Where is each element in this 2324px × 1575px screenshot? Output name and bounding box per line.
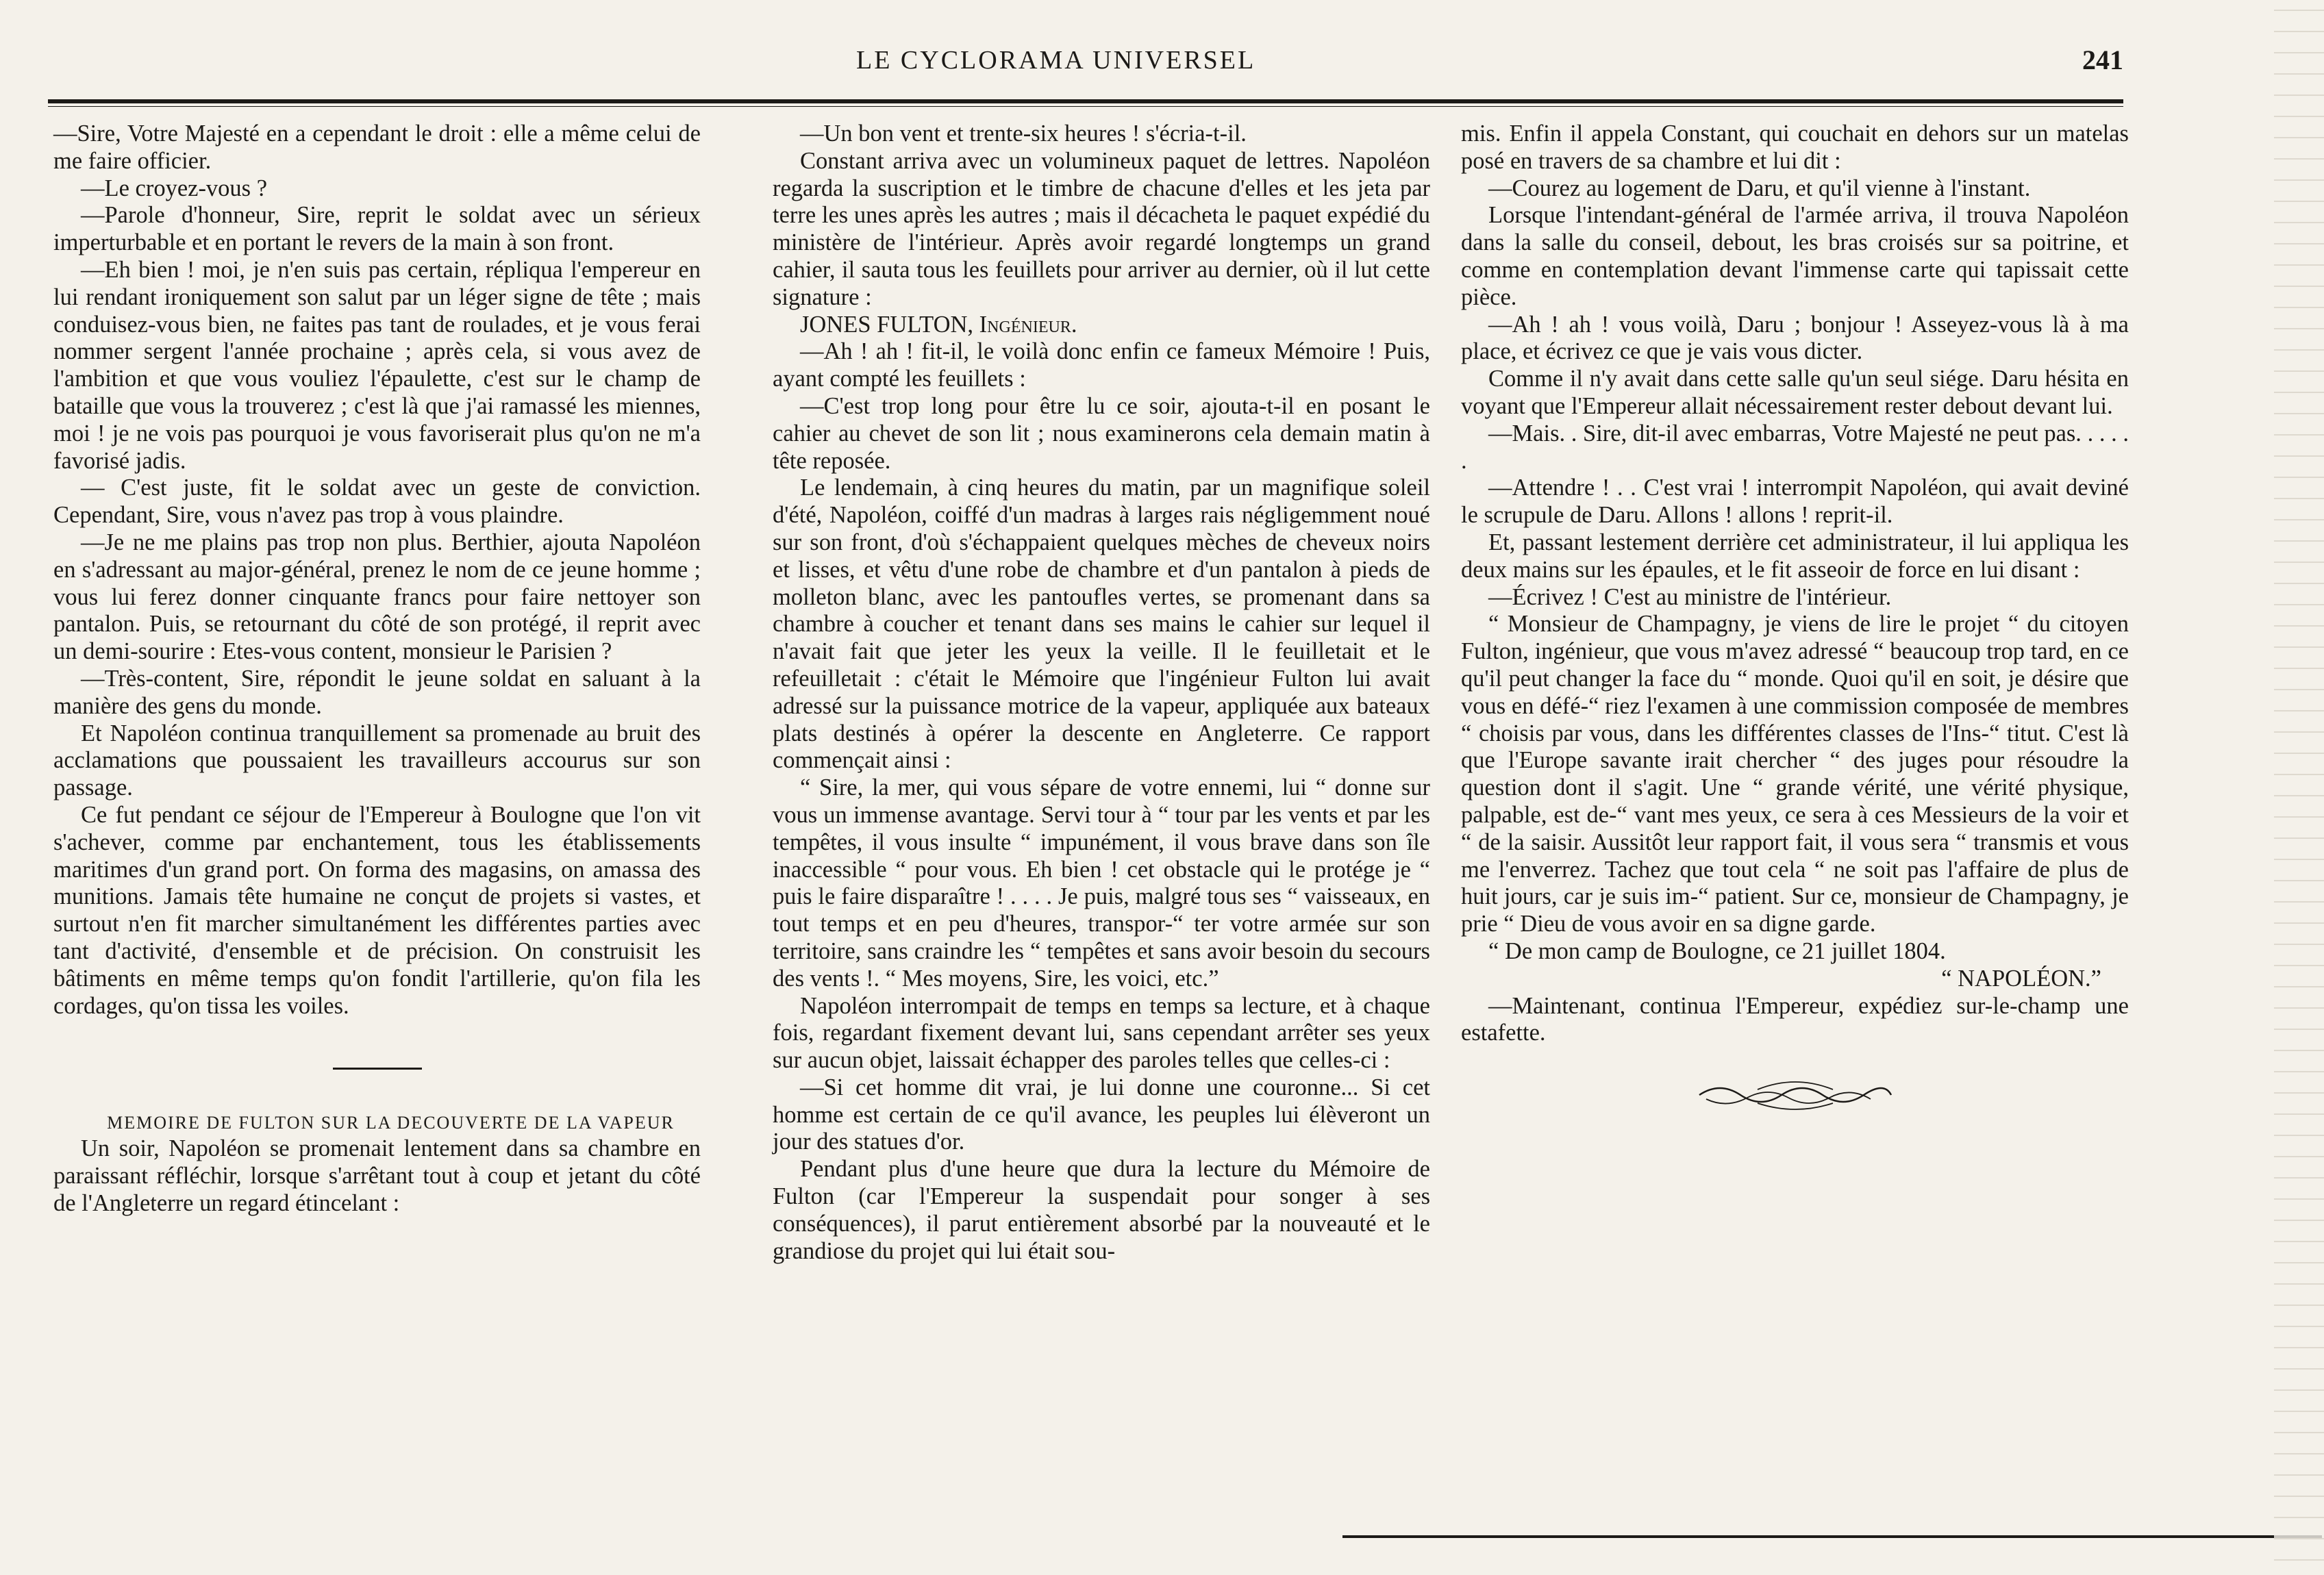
paragraph: —Parole d'honneur, Sire, reprit le soldat avec un sérieux imperturbable et en portant le revers de la main à son front.	[53, 202, 701, 256]
page-edge	[2274, 0, 2324, 1575]
journal-title: LE CYCLORAMA UNIVERSEL	[856, 46, 1256, 75]
paragraph: Lorsque l'intendant-général de l'armée arriva, il trouva Napoléon dans la salle du conseil, debout, les bras croisés sur sa poitrine, et comme en contemplation devant l'immense carte qui tapissait cette pièce.	[1461, 202, 2129, 310]
column-2	[773, 121, 1430, 1265]
paragraph: Napoléon interrompait de temps en temps sa lecture, et à chaque fois, regardant fixement devant lui, sans cependant arrêter ses yeux sur aucun objet, laissait échapper des paroles telles que celles-ci :	[773, 992, 1430, 1074]
fulton-signature: JONES FULTON, Ingénieur.	[800, 311, 1077, 338]
quoted-memoir: “ Sire, la mer, qui vous sépare de votre ennemi, lui “ donne sur vous un immense avantage. Servi tour à “ tour par les vents et par les tempêtes, il vous insulte “ impunément, il vous brave dans son île inaccessible “ pour vous. Eh bien ! cet obstacle qui le protége je “ puis le faire disparaître ! . . . . Je puis, malgré tous ses “ vaisseaux, en tout temps et en peu d'heures, transpor-“ ter votre armée sur son territoire, sans craindre les “ tempêtes et sans avoir besoin du secours des vents !. “ Mes moyens, Sire, les voici, etc.”	[773, 774, 1430, 992]
paragraph: —Courez au logement de Daru, et qu'il vienne à l'instant.	[1488, 175, 2031, 201]
paragraph: Un soir, Napoléon se promenait lentement dans sa chambre en paraissant réfléchir, lorsque s'arrêtant tout à coup et jetant du côté de l'Angleterre un regard étincelant :	[53, 1135, 701, 1216]
paragraph: mis. Enfin il appela Constant, qui couchait en dehors sur un matelas posé en travers de sa chambre et lui dit :	[1461, 121, 2129, 174]
section-heading: MEMOIRE DE FULTON SUR LA DECOUVERTE DE LA VAPEUR	[107, 1113, 675, 1133]
paragraph: —Mais. . Sire, dit-il avec embarras, Votre Majesté ne peut pas. . . . . .	[1461, 420, 2129, 474]
footer-rule	[1342, 1535, 2322, 1538]
paragraph: —Ah ! ah ! fit-il, le voilà donc enfin ce fameux Mémoire ! Puis, ayant compté les feuillets :	[773, 338, 1430, 392]
column-1	[53, 121, 701, 1218]
running-head	[0, 41, 2324, 82]
paragraph: Le lendemain, à cinq heures du matin, par un magnifique soleil d'été, Napoléon, coiffé d'un madras à larges rais négligemment noué sur son front, d'où s'échappaient quelques mèches de cheveux noirs et lisses, et vêtu d'une robe de chambre et d'un pantalon à pieds de molleton blanc, avec les pantoufles vertes, se promenant dans sa chambre à coucher et tenant dans ses mains le cahier sur lequel il n'avait fait que jeter les yeux la veille. Il le feuilletait et le refeuilletait : c'était le Mémoire que l'ingénieur Fulton lui avait adressé sur la puissance motrice de la vapeur, appliquée aux bateaux plats destinés à opérer la descente en Angleterre. Ce rapport commençait ainsi :	[773, 475, 1430, 774]
napoleon-signature: “ NAPOLÉON.”	[1941, 965, 2101, 992]
flourish-ornament-icon	[1692, 1074, 1898, 1116]
paragraph: Et Napoléon continua tranquillement sa promenade au bruit des acclamations que poussaient les travailleurs accourus sur son passage.	[53, 720, 701, 801]
header-rule-thin	[48, 106, 2123, 107]
paragraph: —Le croyez-vous ?	[81, 175, 268, 201]
paragraph: — C'est juste, fit le soldat avec un geste de conviction. Cependant, Sire, vous n'avez pas trop à vous plaindre.	[53, 475, 701, 529]
paragraph: —Maintenant, continua l'Empereur, expédiez sur-le-champ une estafette.	[1461, 992, 2129, 1046]
paragraph: —Sire, Votre Majesté en a cependant le droit : elle a même celui de me faire officier.	[53, 121, 701, 174]
dictated-letter: “ Monsieur de Champagny, je viens de lire le projet “ du citoyen Fulton, ingénieur, que vous m'avez adressé “ beaucoup trop tard, en ce qu'il peut changer la face du “ monde. Quoi qu'il en soit, je désire que vous en défé-“ riez l'examen à une commission composée de membres “ choisis par vous, dans les différentes classes de l'Ins-“ titut. C'est là que l'Europe savante irait chercher “ des juges pour résoudre la question dont il s'agit. Une “ grande vérité, une vérité physique, palpable, est de-“ vant mes yeux, ce sera à ces Messieurs de la voir et “ de la saisir. Aussitôt leur rapport fait, il vous sera “ transmis et vous me l'enverrez. Tachez que tout cela “ ne soit pas l'affaire de plus de huit jours, car je suis im-“ patient. Sur ce, monsieur de Champagny, je prie “ Dieu de vous avoir en sa digne garde.	[1461, 611, 2129, 937]
column-3	[1461, 121, 2129, 1116]
page-number: 241	[2082, 45, 2123, 75]
paragraph: —Très-content, Sire, répondit le jeune soldat en saluant à la manière des gens du monde.	[53, 665, 701, 719]
header-rule-thick	[48, 99, 2123, 103]
paragraph: —Eh bien ! moi, je n'en suis pas certain, répliqua l'empereur en lui rendant ironiquement son salut par un léger signe de tête ; mais conduisez-vous bien, ne faites pas tant de roulades, et je vous ferai nommer sergent l'année prochaine ; après cela, si vous avez de l'ambition et que vous vouliez l'épaulette, c'est sur le champ de bataille que vous la trouverez ; c'est là que j'ai ramassé les miennes, moi ! je ne vois pas pourquoi je vous favoriserait plus qu'on ne m'a favorisé jadis.	[53, 256, 701, 474]
paragraph: Comme il n'y avait dans cette salle qu'un seul siége. Daru hésita en voyant que l'Empereur allait nécessairement rester debout devant lui.	[1461, 366, 2129, 419]
paragraph: —Si cet homme dit vrai, je lui donne une couronne... Si cet homme est certain de ce qu'il avance, les peuples lui élèveront un jour des statues d'or.	[773, 1074, 1430, 1155]
letter-dateline: “ De mon camp de Boulogne, ce 21 juillet 1804.	[1488, 937, 1946, 964]
paragraph: Ce fut pendant ce séjour de l'Empereur à Boulogne que l'on vit s'achever, comme par enchantement, tous les établissements maritimes d'un grand port. On forma des magasins, on amassa des munitions. Jamais tête humaine ne conçut de projets si vastes, et surtout n'en fit marcher simultanément les différentes parties avec tant d'activité, d'ensemble et de précision. On construisit les bâtiments en même temps qu'on fondit l'artillerie, qu'on fila les cordages, qu'on tissa les voiles.	[53, 801, 701, 1019]
section-separator	[333, 1068, 422, 1070]
paragraph: Pendant plus d'une heure que dura la lecture du Mémoire de Fulton (car l'Empereur la suspendait pour songer à ses conséquences), il parut entièrement absorbé par la nouveauté et le grandiose du projet qui lui était sou-	[773, 1156, 1430, 1264]
paragraph: Et, passant lestement derrière cet administrateur, il lui appliqua les deux mains sur les épaules, et le fit asseoir de force en lui disant :	[1461, 529, 2129, 583]
paragraph: Constant arriva avec un volumineux paquet de lettres. Napoléon regarda la suscription et le timbre de chacune d'elles et les jeta par terre les unes après les autres ; mais il décacheta le paquet expédié du ministère de l'intérieur. Après avoir regardé longtemps un grand cahier, il sauta tous les feuillets pour arriver au dernier, où il lut cette signature :	[773, 147, 1430, 310]
paragraph: —Attendre ! . . C'est vrai ! interrompit Napoléon, qui avait deviné le scrupule de Daru. Allons ! allons ! reprit-il.	[1461, 475, 2129, 529]
paragraph: —C'est trop long pour être lu ce soir, ajouta-t-il en posant le cahier au chevet de son lit ; nous examinerons cela demain matin à tête reposée.	[773, 392, 1430, 474]
paragraph: —Ah ! ah ! vous voilà, Daru ; bonjour ! Asseyez-vous là à ma place, et écrivez ce que je vais vous dicter.	[1461, 311, 2129, 365]
paragraph: —Écrivez ! C'est au ministre de l'intérieur.	[1488, 583, 1892, 610]
paragraph: —Je ne me plains pas trop non plus. Berthier, ajouta Napoléon en s'adressant au major-général, prenez le nom de ce jeune homme ; vous lui ferez donner cinquante francs pour faire nettoyer son pantalon. Puis, se retournant du côté de son protégé, il reprit avec un demi-sourire : Etes-vous content, monsieur le Parisien ?	[53, 529, 701, 665]
paragraph: —Un bon vent et trente-six heures ! s'écria-t-il.	[800, 121, 1247, 147]
